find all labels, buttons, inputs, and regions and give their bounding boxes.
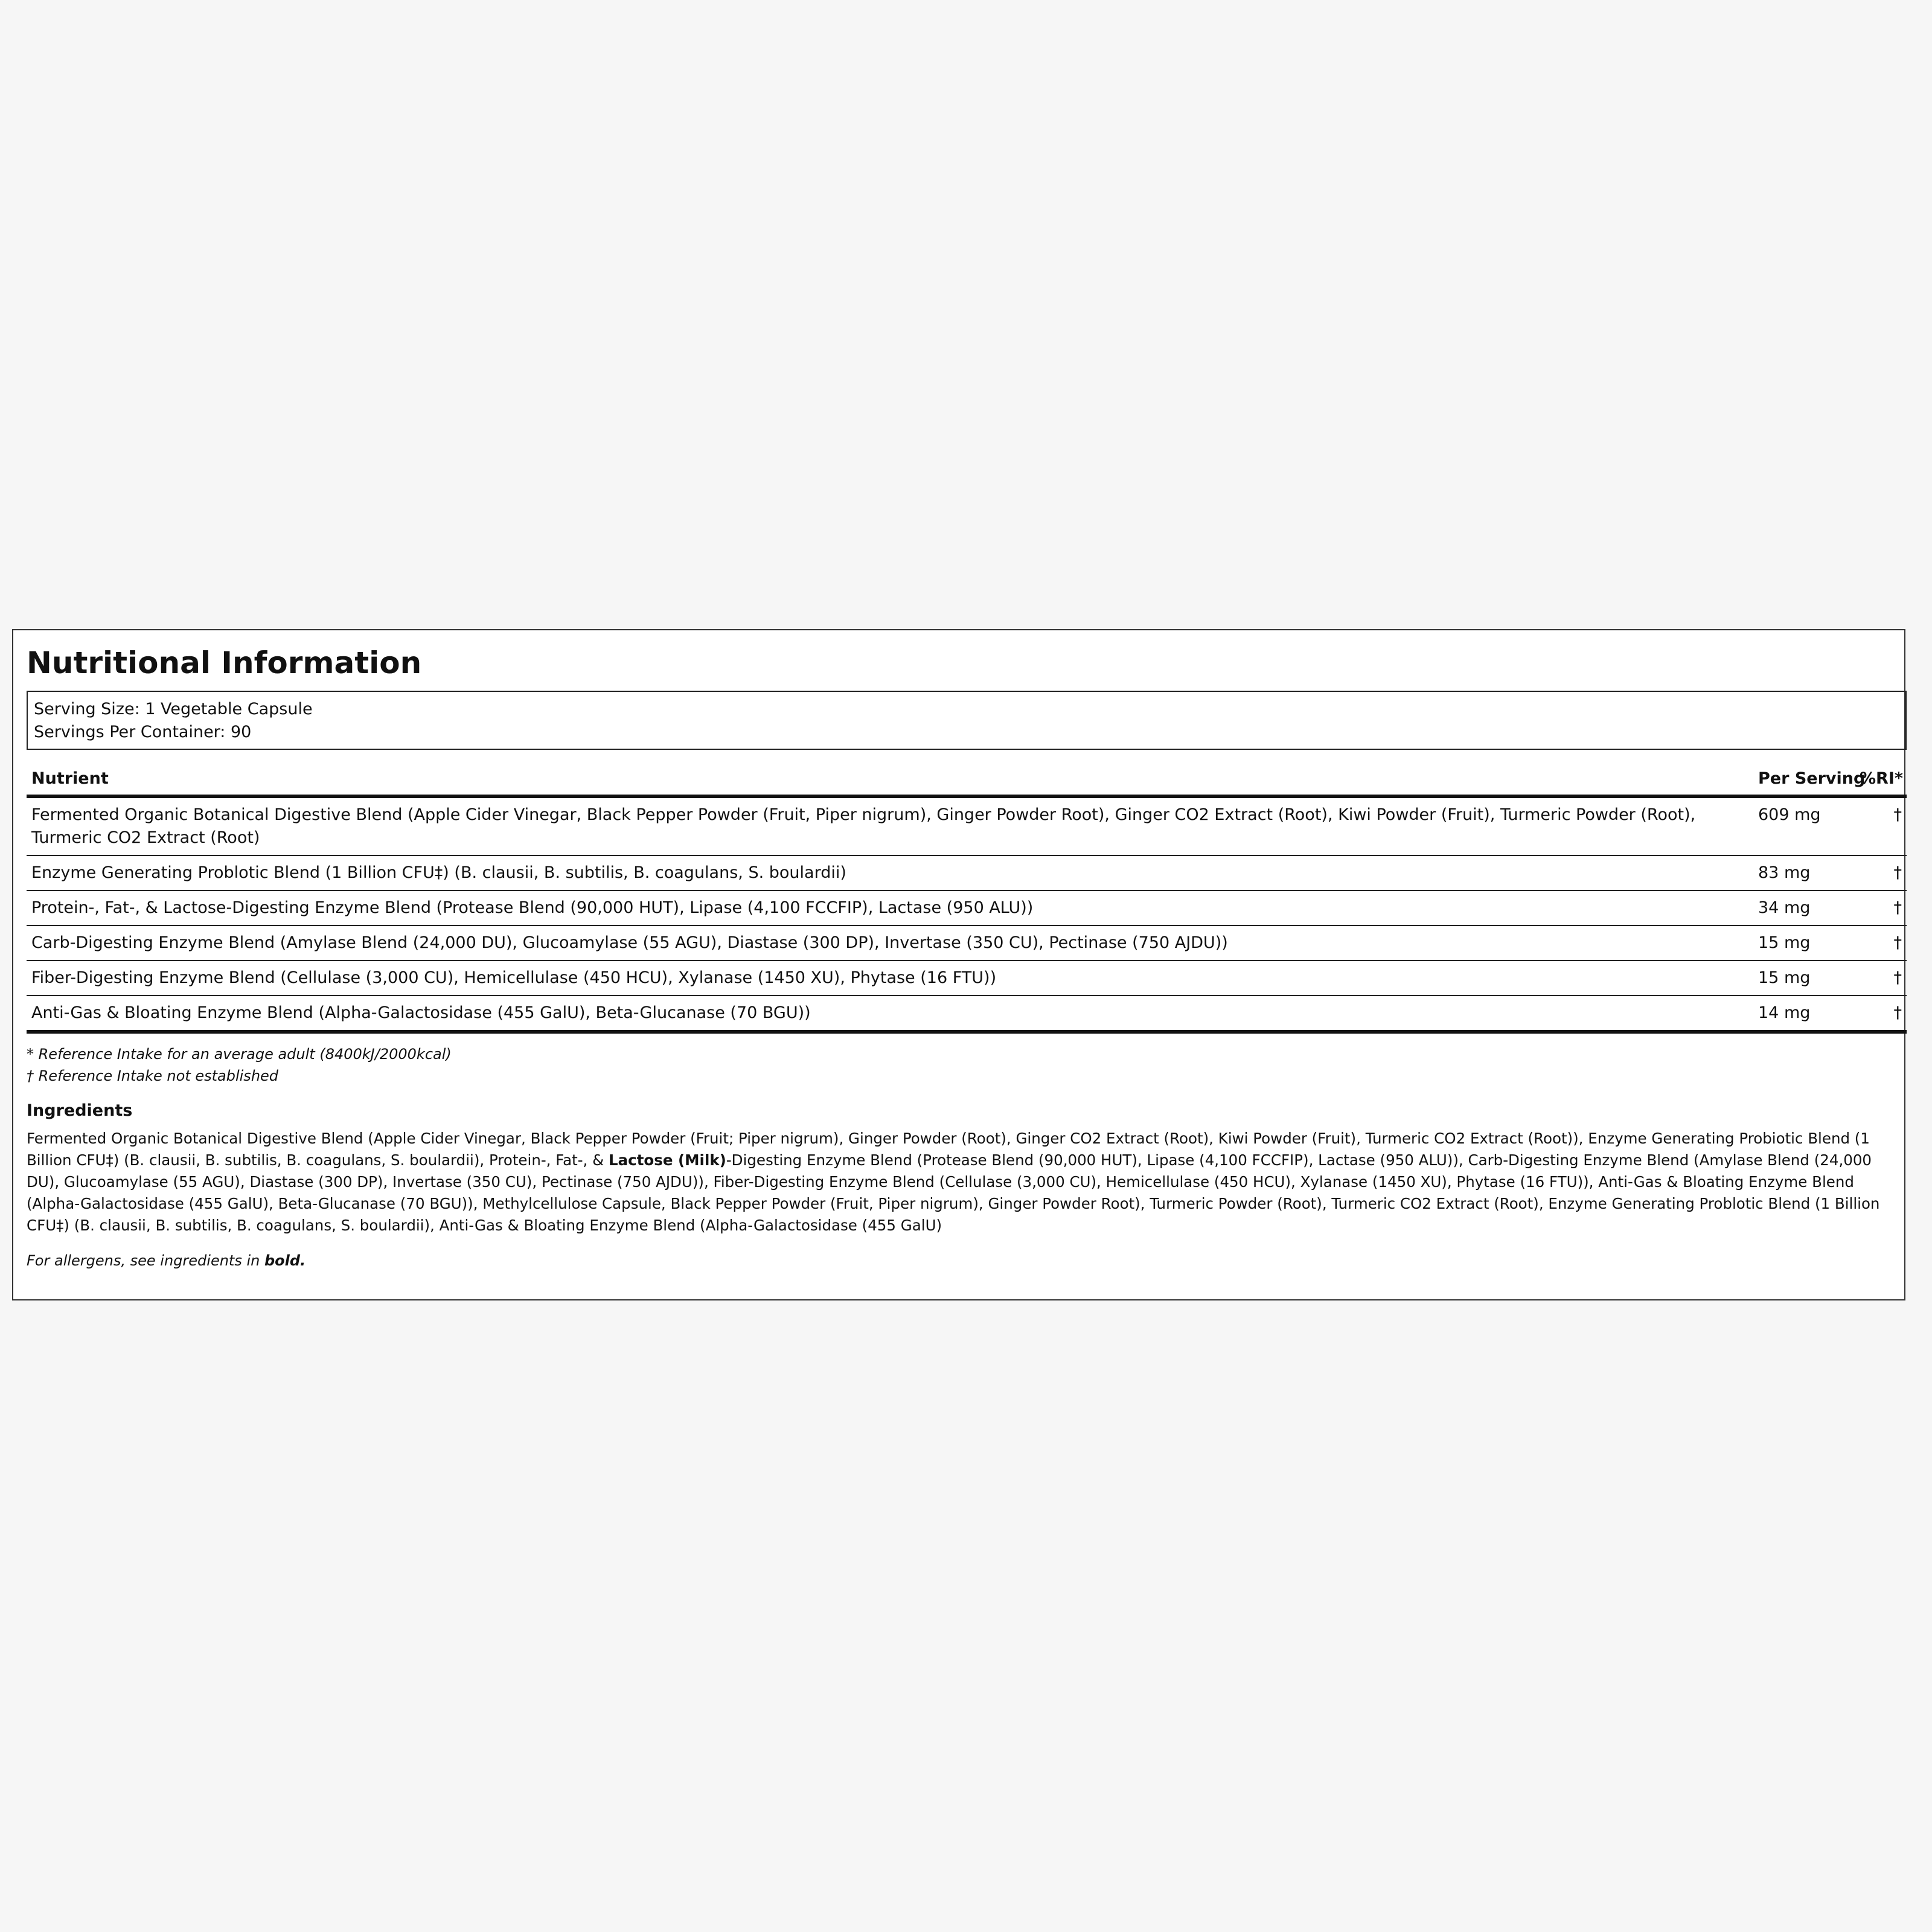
allergen-bold: Lactose (Milk) — [609, 1151, 726, 1169]
nutrient-name: Anti-Gas & Bloating Enzyme Blend (Alpha-Galactosidase (455 GalU), Beta-Glucanase (70 BGU)) — [31, 1003, 811, 1022]
nutrient-amount: 15 mg — [1758, 933, 1811, 952]
nutrient-table-body — [27, 798, 1907, 1034]
ingredients-text — [27, 1128, 1898, 1236]
nutrient-amount: 609 mg — [1758, 805, 1821, 824]
footnotes — [27, 1043, 452, 1087]
allergen-note-prefix: For allergens, see ingredients in — [27, 1252, 264, 1269]
nutrient-name: Fermented Organic Botanical Digestive Blend (Apple Cider Vinegar, Black Pepper Powder (Fruit, Piper nigrum), Ginger Powder Root), Ginger CO2 Extract (Root), Kiwi Powder (Fruit), Turmeric Powder (Root), Turmeric CO2 Extract (Root) — [31, 805, 1696, 847]
serving-size: Serving Size: 1 Vegetable Capsule — [34, 700, 313, 718]
nutrient-ri: † — [1893, 1003, 1902, 1022]
footnote-not-established: † Reference Intake not established — [27, 1067, 279, 1084]
allergen-note-bold: bold. — [264, 1252, 306, 1269]
table-row — [27, 961, 1907, 996]
ingredients-text-part-1: Fermented Organic Botanical Digestive Blend (Apple Cider Vinegar, Black Pepper Powder (Fruit; Piper nigrum), Ginger Powder (Root), Ginger CO2 Extract (Root), Kiwi Powder (Fruit), Turmeric CO2 Extract (Root)), Enzyme Generating Probiotic Blend (1 Billion CFU‡) (B. clausii, B. subtilis, B. coagulans, S. boulardii), Protein-, Fat-, & — [27, 1130, 1870, 1169]
table-row — [27, 891, 1907, 926]
ingredients-heading: Ingredients — [27, 1101, 133, 1120]
header-ri: %RI* — [1859, 769, 1903, 788]
header-per-serving: Per Serving — [1758, 769, 1866, 788]
table-row — [27, 996, 1907, 1034]
page-title: Nutritional Information — [27, 645, 422, 680]
nutrient-amount: 83 mg — [1758, 863, 1811, 882]
table-row — [27, 798, 1907, 856]
nutrient-name: Protein-, Fat-, & Lactose-Digesting Enzyme Blend (Protease Blend (90,000 HUT), Lipase (4,100 FCCFIP), Lactase (950 ALU)) — [31, 898, 1034, 917]
nutrient-ri: † — [1893, 933, 1902, 952]
table-row — [27, 926, 1907, 961]
nutrient-ri: † — [1893, 898, 1902, 917]
table-row — [27, 856, 1907, 891]
ingredients-text-part-2: -Digesting Enzyme Blend (Protease Blend (90,000 HUT), Lipase (4,100 FCCFIP), Lactase (950 ALU)), Carb-Digesting Enzyme Blend (Amylase Blend (24,000 DU), Glucoamylase (55 AGU), Diastase (300 DP), Invertase (350 CU), Pectinase (750 AJDU)), Fiber-Digesting Enzyme Blend (Cellulase (3,000 CU), Hemicellulase (450 HCU), Xylanase (1450 XU), Phytase (16 FTU)), Anti-Gas & Bloating Enzyme Blend (Alpha-Galactosidase (455 GalU), Beta-Glucanase (70 BGU)), Methylcellulose Capsule, Black Pepper Powder (Fruit, Piper nigrum), Ginger Powder Root), Turmeric Powder (Root), Turmeric CO2 Extract (Root), Enzyme Generating Problotic Blend (1 Billion CFU‡) (B. clausii, B. subtilis, B. coagulans, S. boulardii), Anti-Gas & Bloating Enzyme Blend (Alpha-Galactosidase (455 GalU) — [27, 1151, 1880, 1234]
nutrient-amount: 14 mg — [1758, 1003, 1811, 1022]
allergen-note — [27, 1252, 305, 1269]
header-nutrient: Nutrient — [31, 769, 109, 788]
nutrient-ri: † — [1893, 863, 1902, 882]
nutrient-name: Fiber-Digesting Enzyme Blend (Cellulase (3,000 CU), Hemicellulase (450 HCU), Xylanase (1450 XU), Phytase (16 FTU)) — [31, 968, 997, 987]
nutrient-amount: 34 mg — [1758, 898, 1811, 917]
footnote-ri-reference: * Reference Intake for an average adult (8400kJ/2000kcal) — [27, 1046, 452, 1063]
nutrient-ri: † — [1893, 968, 1902, 987]
servings-per-container: Servings Per Container: 90 — [34, 723, 252, 741]
serving-info-box — [27, 691, 1907, 750]
nutrient-ri: † — [1893, 805, 1902, 824]
nutrient-name: Carb-Digesting Enzyme Blend (Amylase Blend (24,000 DU), Glucoamylase (55 AGU), Diastase (300 DP), Invertase (350 CU), Pectinase (750 AJDU)) — [31, 933, 1228, 952]
table-header — [27, 764, 1907, 798]
nutrient-amount: 15 mg — [1758, 968, 1811, 987]
nutrient-name: Enzyme Generating Problotic Blend (1 Billion CFU‡) (B. clausii, B. subtilis, B. coagulans, S. boulardii) — [31, 863, 846, 882]
nutrition-panel — [12, 629, 1905, 1300]
